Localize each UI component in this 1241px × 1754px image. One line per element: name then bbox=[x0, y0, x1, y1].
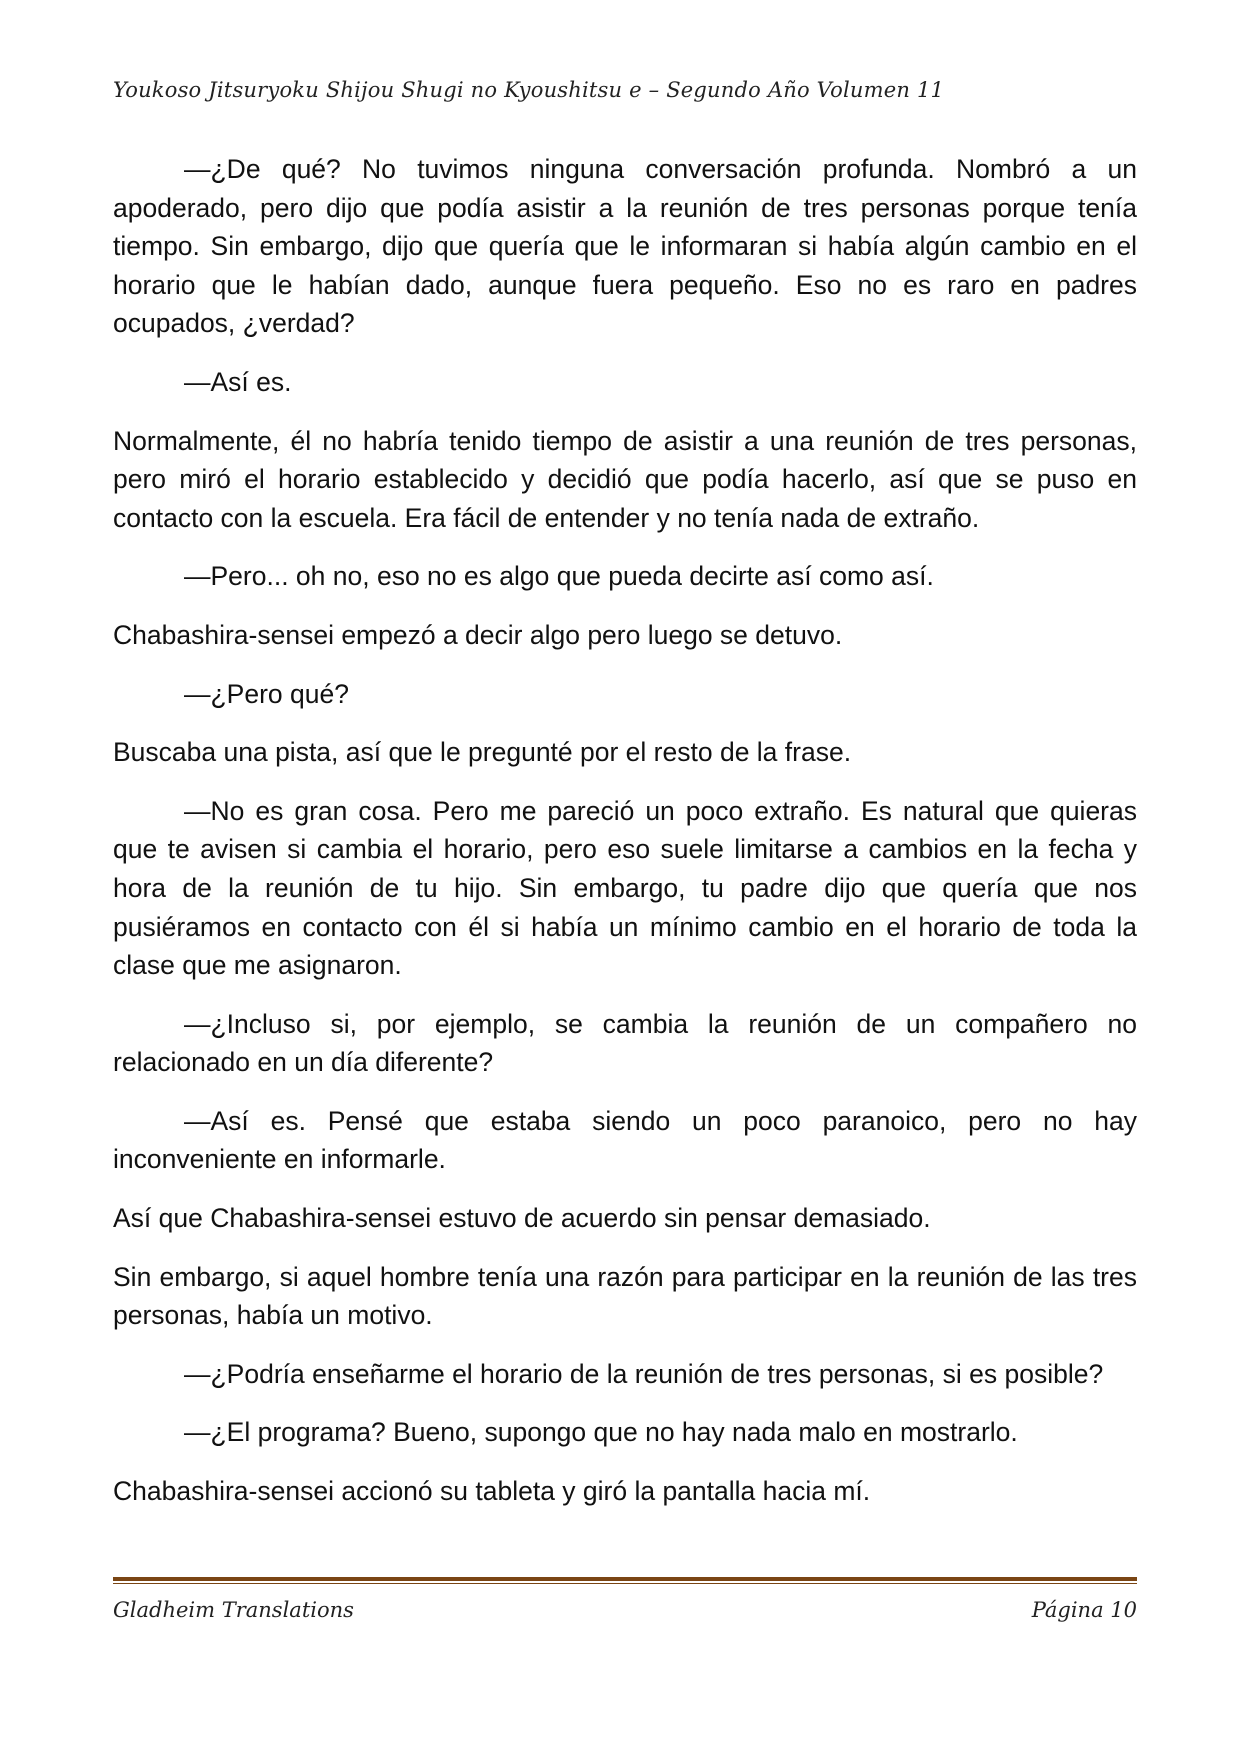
paragraph-11: Así que Chabashira-sensei estuvo de acuerdo sin pensar demasiado. bbox=[113, 1203, 931, 1234]
paragraph-6: —¿Pero qué? bbox=[184, 678, 349, 709]
running-header: Youkoso Jitsuryoku Shijou Shugi no Kyoushitsu e – Segundo Año Volumen 11 bbox=[113, 78, 945, 102]
paragraph-5: Chabashira-sensei empezó a decir algo pero luego se detuvo. bbox=[113, 619, 843, 650]
body-text bbox=[113, 150, 1137, 1531]
paragraph-9: —¿Incluso si, por ejemplo, se cambia la reunión de un compañero no relacionado en un día diferente? bbox=[113, 1008, 1137, 1078]
paragraph-14: —¿El programa? Bueno, supongo que no hay nada malo en mostrarlo. bbox=[184, 1417, 1018, 1448]
paragraph-8: —No es gran cosa. Pero me pareció un poco extraño. Es natural que quieras que te avisen si cambia el horario, pero eso suele limitarse a cambios en la fecha y hora de la reunión de tu hijo. Sin embargo, tu padre dijo que quería que nos pusiéramos en contacto con él si había un mínimo cambio en el horario de toda la clase que me asignaron. bbox=[113, 795, 1137, 981]
paragraph-15: Chabashira-sensei accionó su tableta y giró la pantalla hacia mí. bbox=[113, 1476, 871, 1507]
paragraph-10: —Así es. Pensé que estaba siendo un poco paranoico, pero no hay inconveniente en informarle. bbox=[113, 1105, 1137, 1175]
page-number: Página 10 bbox=[1031, 1598, 1137, 1622]
footer-rule-thin bbox=[113, 1583, 1137, 1584]
paragraph-1: —¿De qué? No tuvimos ninguna conversación profunda. Nombró a un apoderado, pero dijo que podía asistir a la reunión de tres personas porque tenía tiempo. Sin embargo, dijo que quería que le informaran si había algún cambio en el horario que le habían dado, aunque fuera pequeño. Eso no es raro en padres ocupados, ¿verdad? bbox=[113, 154, 1137, 339]
paragraph-12: Sin embargo, si aquel hombre tenía una razón para participar en la reunión de las tres personas, había un motivo. bbox=[113, 1261, 1137, 1331]
paragraph-4: —Pero... oh no, eso no es algo que pueda decirte así como así. bbox=[184, 561, 934, 592]
paragraph-13: —¿Podría enseñarme el horario de la reunión de tres personas, si es posible? bbox=[184, 1358, 1104, 1389]
paragraph-7: Buscaba una pista, así que le pregunté por el resto de la frase. bbox=[113, 737, 852, 768]
paragraph-3: Normalmente, él no habría tenido tiempo de asistir a una reunión de tres personas, pero miró el horario establecido y decidió que podía hacerlo, así que se puso en contacto con la escuela. Era fácil de entender y no tenía nada de extraño. bbox=[113, 425, 1137, 533]
paragraph-2: —Así es. bbox=[184, 366, 292, 397]
footer-rule-thick bbox=[113, 1577, 1137, 1581]
footer-credit: Gladheim Translations bbox=[113, 1598, 354, 1622]
